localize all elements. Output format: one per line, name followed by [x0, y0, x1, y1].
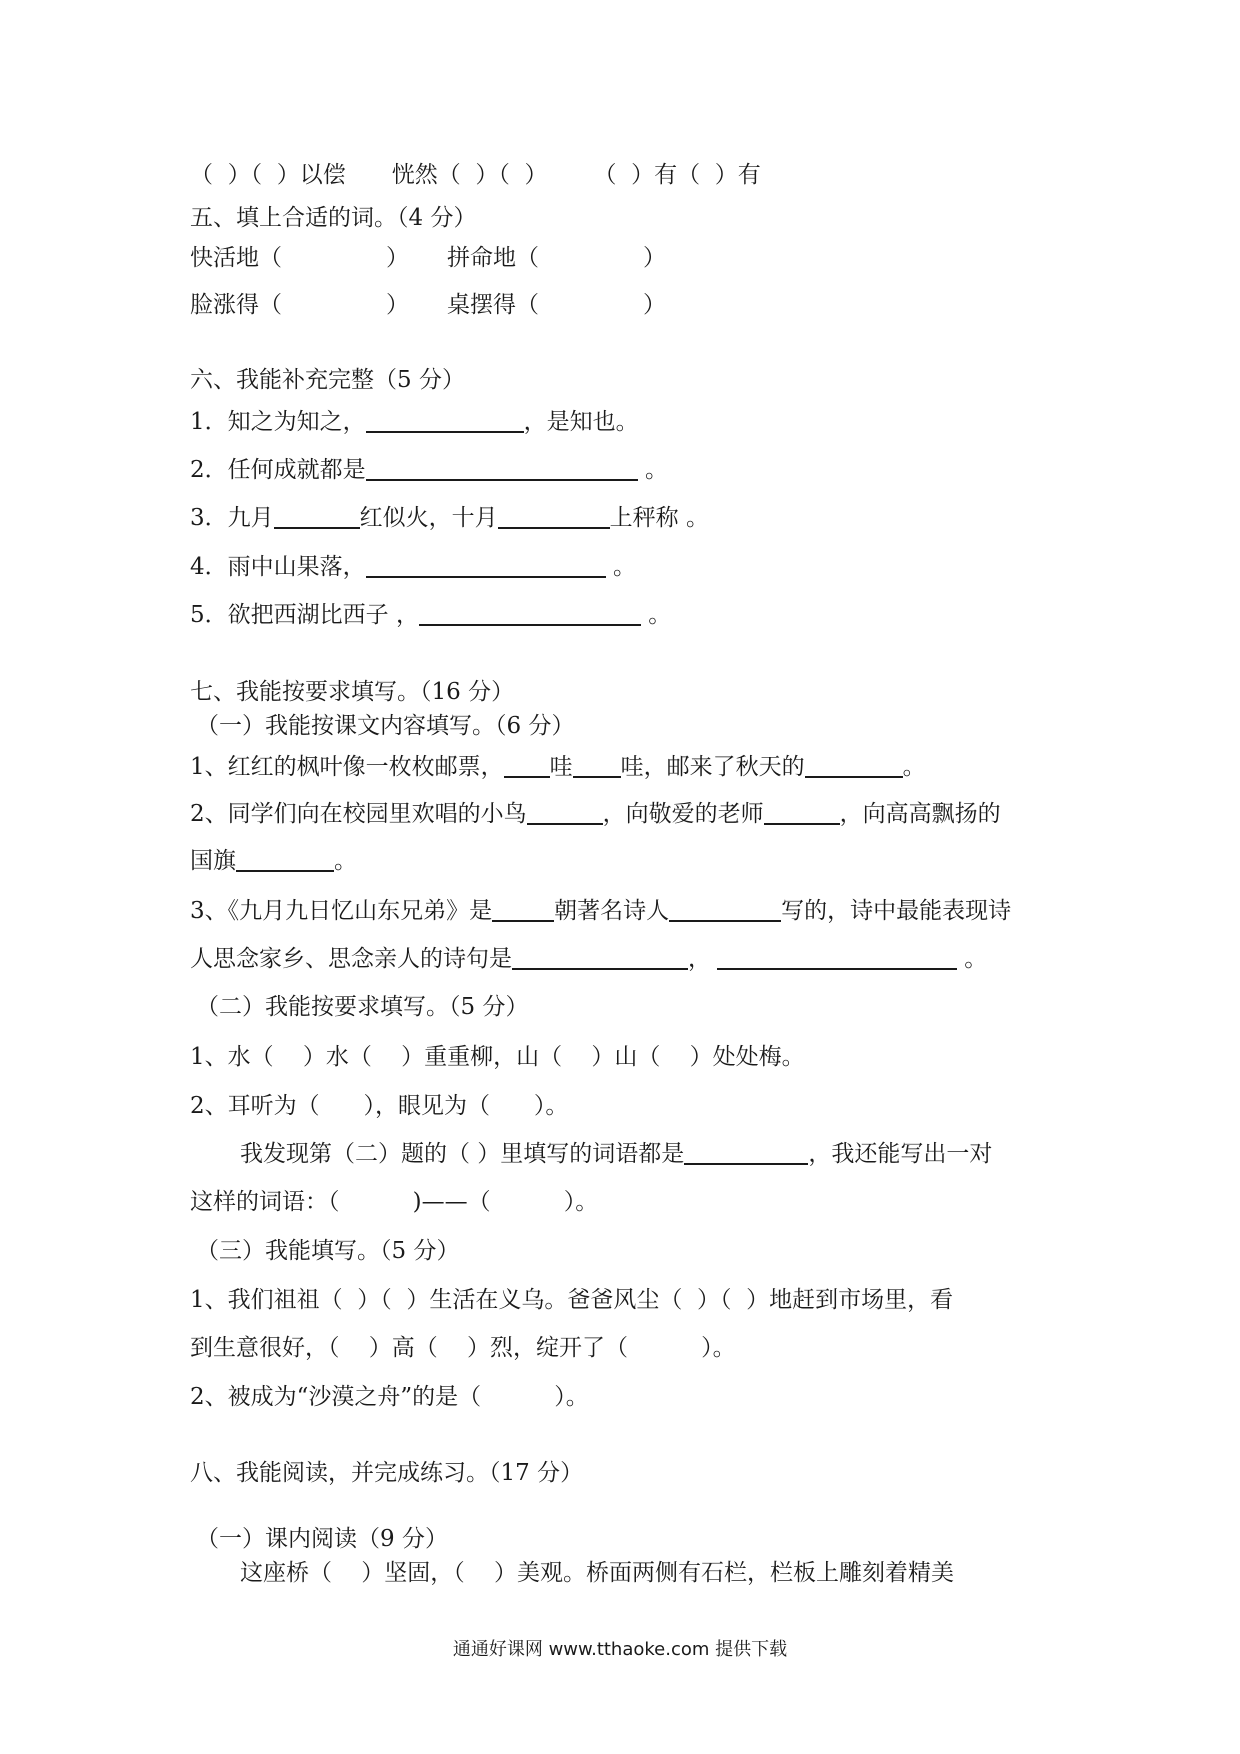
section-6-q5: [190, 600, 671, 630]
answer-blank[interactable]: [419, 602, 641, 626]
question-text: 1．知之为知之，: [190, 409, 366, 435]
answer-blank[interactable]: [274, 505, 360, 529]
section-7-1-q2-cont: [190, 846, 357, 876]
section-8-title: 八、我能阅读，并完成练习。（17 分）: [190, 1460, 584, 1486]
answer-blank[interactable]: [366, 457, 638, 481]
section-6-q4: [190, 552, 636, 582]
question-text: ，向高高飘扬的: [839, 801, 1001, 827]
question-text: ，我还能写出一对: [808, 1141, 993, 1167]
question-text: 5．欲把西湖比西子 ，: [190, 602, 419, 628]
section-7-title: 七、我能按要求填写。（16 分）: [190, 679, 515, 705]
section-8-part-1-title: （一）课内阅读（9 分）: [196, 1526, 448, 1552]
answer-blank[interactable]: [366, 554, 606, 578]
idiom-3: （ ）有（ ）有: [593, 162, 761, 188]
question-text: 3、《九月九日忆山东兄弟》是: [190, 898, 493, 924]
question-text: 。: [902, 754, 926, 780]
question-text: ，: [688, 946, 711, 972]
answer-blank[interactable]: [512, 946, 688, 970]
section-6-title: 六、我能补充完整（5 分）: [190, 367, 465, 393]
answer-blank[interactable]: [805, 754, 903, 778]
answer-blank[interactable]: [764, 801, 840, 825]
answer-blank[interactable]: [498, 505, 610, 529]
section-8-passage: 这座桥（ ）坚固，（ ）美观。桥面两侧有石栏，栏板上雕刻着精美: [240, 1560, 954, 1586]
question-text: 人思念家乡、思念亲人的诗句是: [190, 946, 512, 972]
section-5-row-1: [190, 243, 666, 273]
question-text: 哇，邮来了秋天的: [620, 754, 805, 780]
word-paren: ）: [643, 245, 666, 271]
section-7-3-q1: 1、我们祖祖（ ）（ ）生活在义乌。爸爸风尘（ ）（ ）地赶到市场里，看: [190, 1287, 954, 1313]
question-text: ，向敬爱的老师: [602, 801, 764, 827]
question-text: 。: [957, 946, 988, 972]
section-7-part-1-title: （一）我能按课文内容填写。（6 分）: [196, 713, 575, 739]
section-7-2-q1: 1、水（ ）水（ ）重重柳，山（ ）山（ ）处处梅。: [190, 1044, 805, 1070]
word-paren: ）: [386, 245, 409, 271]
section-6-q3: [190, 503, 709, 533]
section-7-part-3-title: （三）我能填写。（5 分）: [196, 1238, 460, 1264]
question-text: 上秤称 。: [609, 505, 709, 531]
section-5-title: 五、填上合适的词。（4 分）: [190, 205, 477, 231]
question-text: 1、红红的枫叶像一枚枚邮票，: [190, 754, 504, 780]
word-paren: ）: [386, 292, 409, 318]
question-text: 写的，诗中最能表现诗: [781, 898, 1012, 924]
question-text: 2．任何成就都是: [190, 457, 366, 483]
answer-blank[interactable]: [717, 946, 957, 970]
question-text: 3．九月: [190, 505, 274, 531]
word-prompt: 拼命地（: [447, 245, 539, 271]
question-text: 红似火，十月: [359, 505, 498, 531]
section-6-q2: [190, 455, 668, 485]
idiom-1: （ ）（ ）以偿: [190, 162, 346, 188]
section-7-3-q2: 2、被成为“沙漠之舟”的是（ ）。: [190, 1384, 589, 1410]
question-text: 。: [640, 602, 672, 628]
question-text: 。: [637, 457, 668, 483]
question-text: 4．雨中山果落，: [190, 554, 366, 580]
section-7-1-q1: [190, 752, 926, 782]
question-text: ，是知也。: [523, 409, 639, 435]
word-prompt: 脸涨得（: [190, 292, 282, 318]
word-prompt: 桌摆得（: [447, 292, 539, 318]
question-text: 。: [334, 848, 357, 874]
answer-blank[interactable]: [366, 409, 524, 433]
section-7-1-q2: [190, 799, 1001, 829]
answer-blank[interactable]: [492, 898, 554, 922]
section-7-2-q2: 2、耳听为（ ），眼见为（ ）。: [190, 1093, 569, 1119]
question-text: 我发现第（二）题的（ ）里填写的词语都是: [240, 1141, 685, 1167]
question-text: 。: [605, 554, 636, 580]
section-7-3-q1-cont: 到生意很好，（ ）高（ ）烈，绽开了（ ）。: [190, 1335, 736, 1361]
question-text: 2、同学们向在校园里欢唱的小鸟: [190, 801, 527, 827]
footer-source: 通通好课网 www.tthaoke.com 提供下载: [452, 1639, 788, 1660]
word-paren: ）: [643, 292, 666, 318]
section-7-part-2-title: （二）我能按要求填写。（5 分）: [196, 994, 529, 1020]
idiom-row: [190, 160, 761, 190]
answer-blank[interactable]: [669, 898, 781, 922]
section-7-1-q3-cont: [190, 944, 987, 974]
answer-blank[interactable]: [504, 754, 550, 778]
section-7-1-q3: [190, 896, 1011, 926]
word-prompt: 快活地（: [190, 245, 282, 271]
answer-blank[interactable]: [236, 848, 334, 872]
answer-blank[interactable]: [527, 801, 603, 825]
answer-blank[interactable]: [684, 1141, 808, 1165]
section-5-row-2: [190, 290, 666, 320]
idiom-2: 恍然（ ）（ ）: [391, 162, 548, 188]
section-6-q1: [190, 407, 639, 437]
question-text: 国旗: [190, 848, 236, 874]
section-7-2-find: [240, 1139, 992, 1169]
question-text: 哇: [549, 754, 573, 780]
answer-blank[interactable]: [573, 754, 621, 778]
section-7-2-find-cont: 这样的词语：（ )——（ ）。: [190, 1189, 599, 1215]
question-text: 朝著名诗人: [554, 898, 670, 924]
